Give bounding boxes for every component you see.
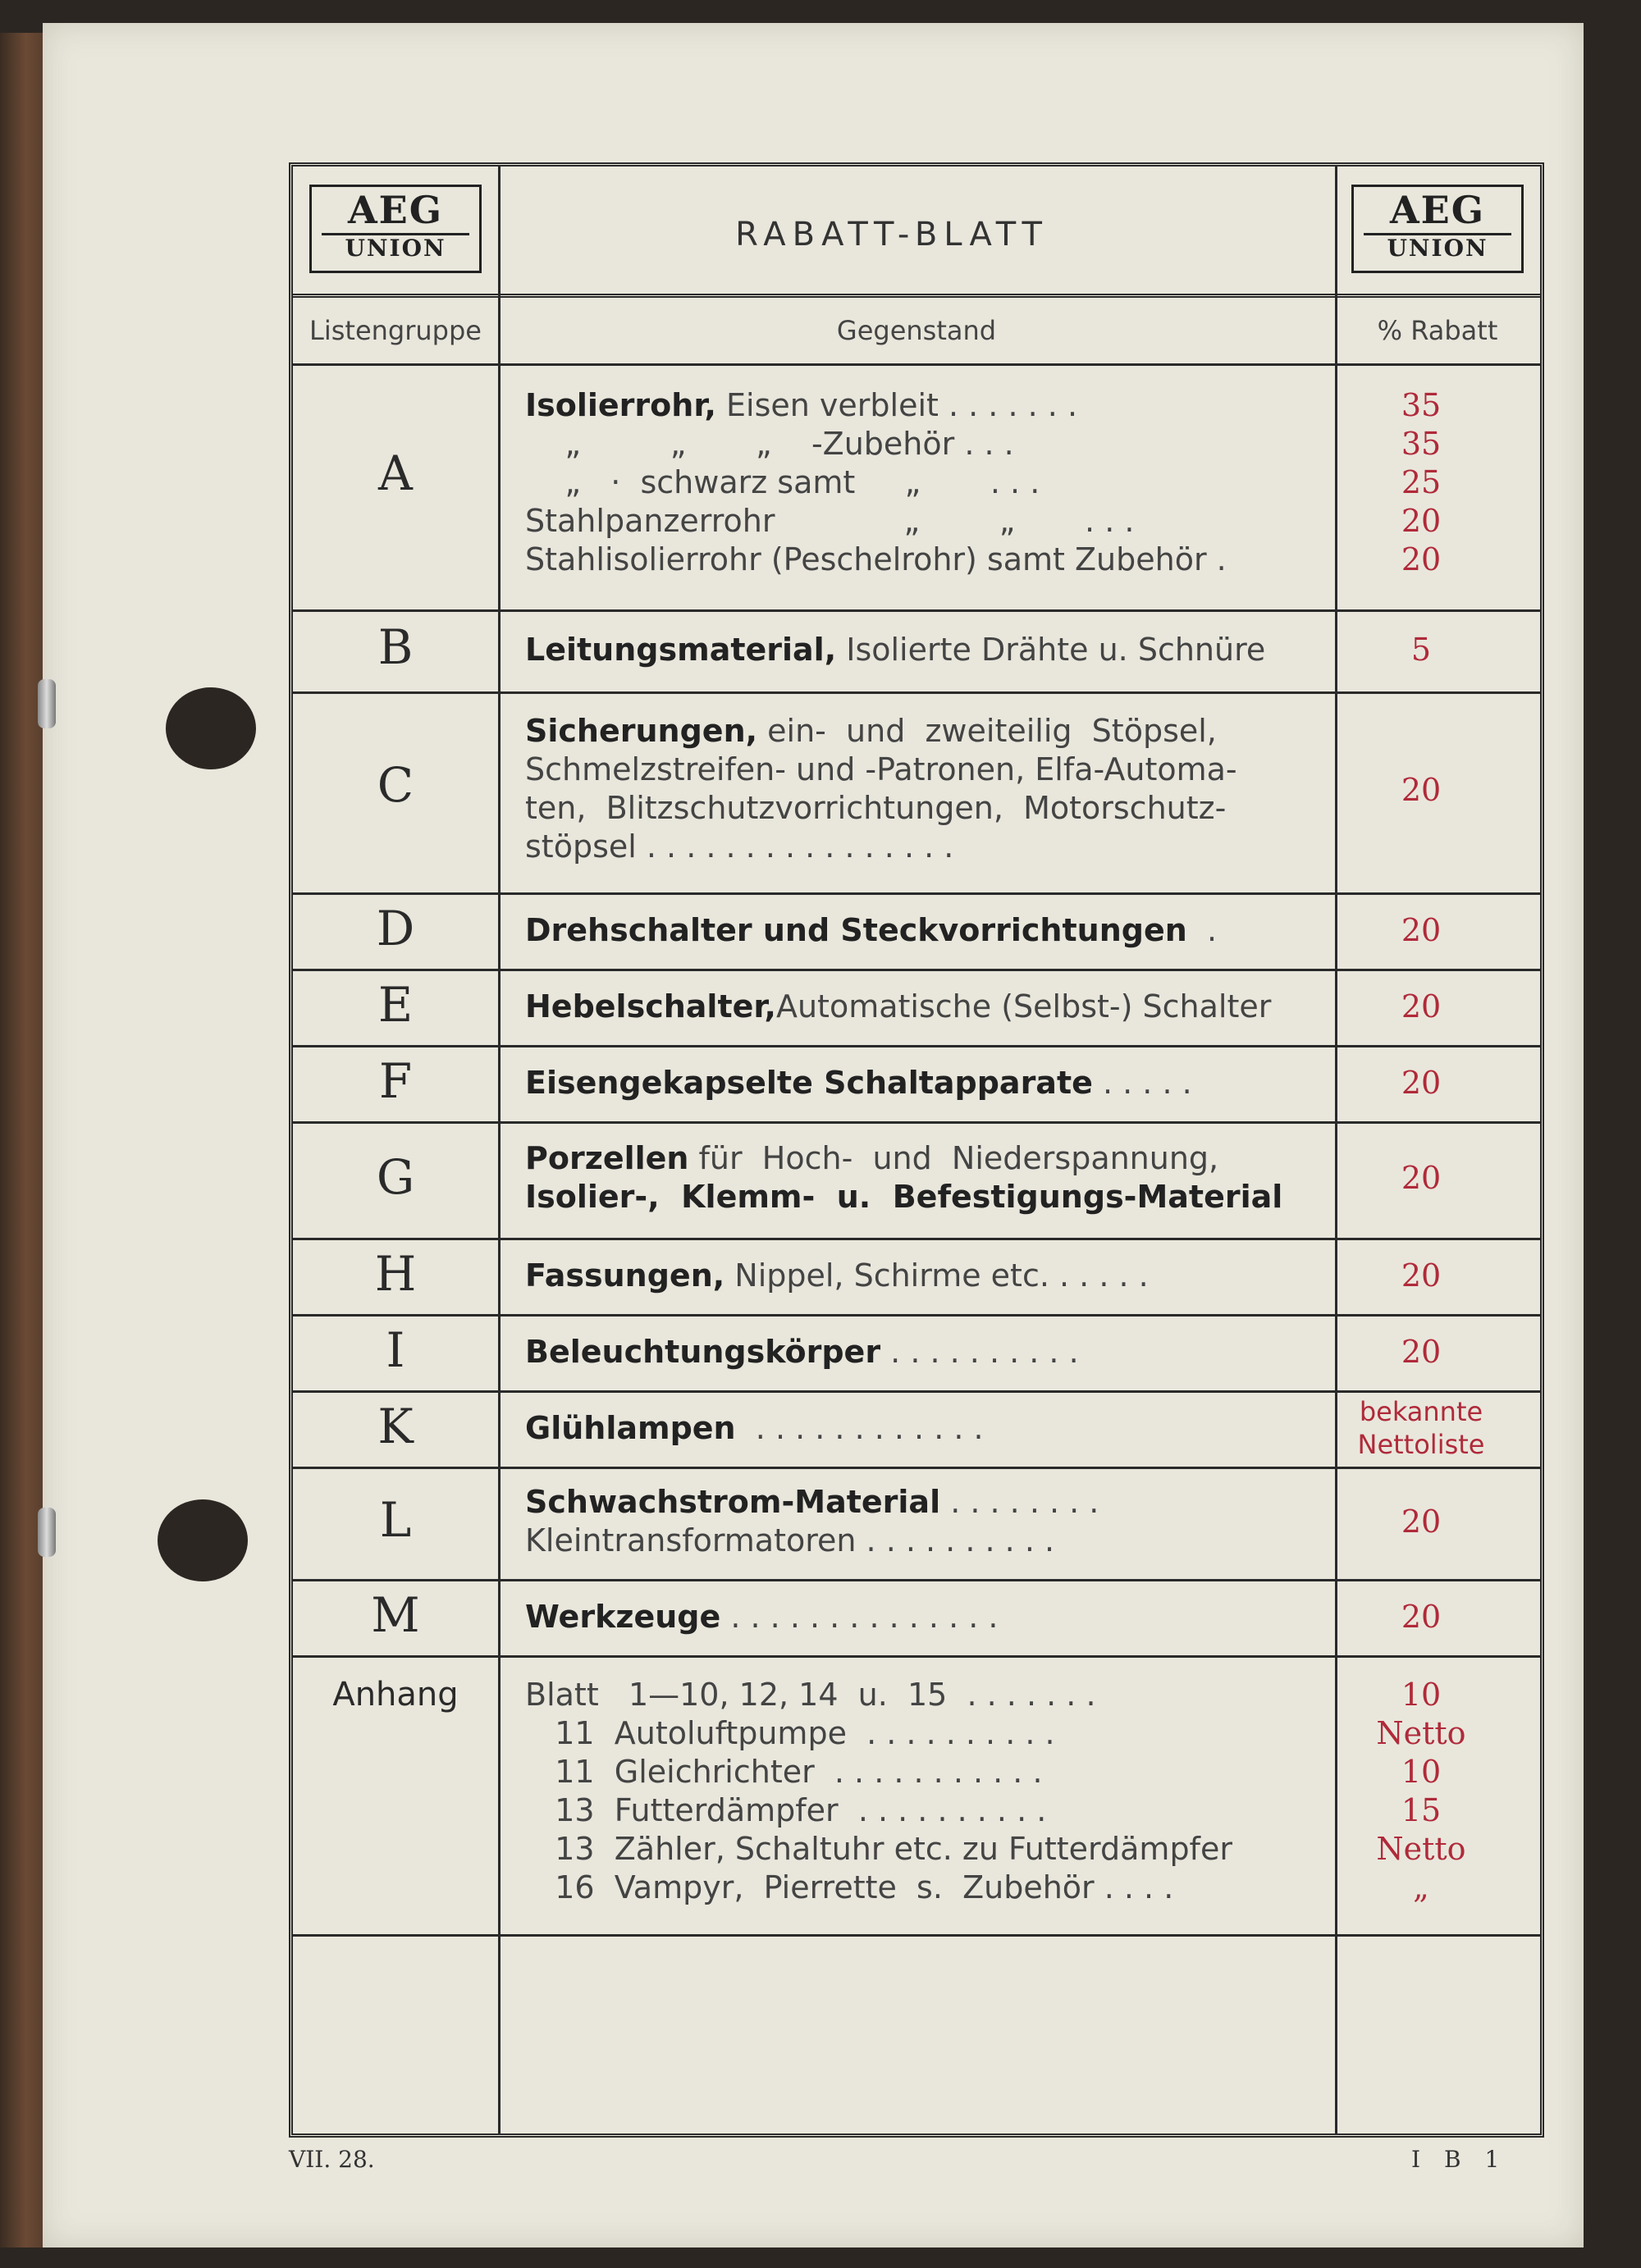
- item-description: Blatt 1—10, 12, 14 u. 15 . . . . . . .: [525, 1677, 1096, 1713]
- item-description: 13 Zähler, Schaltuhr etc. zu Futterdämpfer: [525, 1831, 1232, 1867]
- column-divider: [498, 167, 501, 2135]
- item-description: Beleuchtungskörper . . . . . . . . . .: [525, 1334, 1079, 1370]
- discount-value: 20: [1401, 1599, 1442, 1635]
- row-divider: [293, 1045, 1540, 1047]
- row-divider: [293, 1655, 1540, 1658]
- discount-value: 35: [1401, 426, 1442, 462]
- item-description: „ · schwarz samt „ . . .: [525, 464, 1040, 500]
- discount-value: Netto: [1376, 1831, 1466, 1867]
- aeg-logo-left: AEG UNION: [309, 185, 482, 273]
- row-divider: [293, 363, 1540, 366]
- item-description: Drehschalter und Steckvorrichtungen .: [525, 912, 1218, 948]
- discount-value: 20: [1401, 1504, 1442, 1540]
- item-description: 16 Vampyr, Pierrette s. Zubehör . . . .: [525, 1869, 1174, 1905]
- discount-value: 20: [1401, 1334, 1442, 1370]
- group-letter: E: [377, 977, 414, 1033]
- group-letter: K: [377, 1399, 414, 1454]
- document-page: [43, 23, 1584, 2247]
- discount-value: 25: [1401, 464, 1442, 500]
- item-description: Schwachstrom-Material . . . . . . . .: [525, 1484, 1099, 1520]
- item-description: Isolierrohr, Eisen verbleit . . . . . . .: [525, 387, 1078, 423]
- group-letter: G: [376, 1149, 415, 1205]
- row-divider: [293, 1467, 1540, 1469]
- discount-value: Netto: [1376, 1715, 1466, 1751]
- discount-value: 20: [1401, 1160, 1442, 1196]
- binder-ring: [38, 679, 56, 728]
- item-description: Kleintransformatoren . . . . . . . . . .: [525, 1522, 1055, 1558]
- discount-value: 10: [1401, 1677, 1442, 1713]
- item-description: Fassungen, Nippel, Schirme etc. . . . . .: [525, 1257, 1149, 1294]
- discount-table: [289, 162, 1544, 2138]
- item-description: Isolier-, Klemm- u. Befestigungs-Material: [525, 1179, 1283, 1215]
- aeg-logo-right: AEG UNION: [1351, 185, 1524, 273]
- item-description: Schmelzstreifen- und -Patronen, Elfa-Automa-: [525, 751, 1237, 787]
- item-description: „ „ „ -Zubehör . . .: [525, 426, 1014, 462]
- discount-value: 35: [1401, 387, 1442, 423]
- discount-value: Nettoliste: [1357, 1429, 1485, 1460]
- column-header-discount: % Rabatt: [1377, 315, 1498, 346]
- discount-value: 20: [1401, 541, 1442, 577]
- item-description: 11 Gleichrichter . . . . . . . . . . .: [525, 1754, 1043, 1790]
- item-description: Stahlpanzerrohr „ „ . . .: [525, 503, 1135, 539]
- row-divider: [293, 691, 1540, 694]
- discount-value: 20: [1401, 503, 1442, 539]
- table-header: [293, 167, 1540, 298]
- group-letter: M: [371, 1587, 420, 1643]
- row-divider: [293, 1934, 1540, 1937]
- discount-value: 20: [1401, 988, 1442, 1024]
- page-title: RABATT-BLATT: [735, 216, 1049, 253]
- item-description: ten, Blitzschutzvorrichtungen, Motorschutz-: [525, 790, 1227, 826]
- punch-hole: [166, 687, 256, 769]
- discount-value: 10: [1401, 1754, 1442, 1790]
- item-description: Leitungsmaterial, Isolierte Drähte u. Schnüre: [525, 632, 1266, 668]
- discount-value: 20: [1401, 772, 1442, 808]
- row-divider: [293, 1314, 1540, 1317]
- item-description: Porzellen für Hoch- und Niederspannung,: [525, 1140, 1219, 1176]
- group-letter: D: [376, 901, 415, 956]
- row-divider: [293, 969, 1540, 971]
- item-description: Hebelschalter,Automatische (Selbst-) Schalter: [525, 988, 1272, 1024]
- item-description: 13 Futterdämpfer . . . . . . . . . .: [525, 1792, 1047, 1828]
- column-header-group: Listengruppe: [309, 315, 482, 346]
- discount-value: bekannte: [1359, 1396, 1483, 1427]
- group-letter: I: [386, 1322, 405, 1378]
- group-letter: Anhang: [332, 1676, 459, 1714]
- punch-hole: [158, 1499, 248, 1581]
- row-divider: [293, 892, 1540, 895]
- item-description: Sicherungen, ein- und zweiteilig Stöpsel,: [525, 713, 1217, 749]
- item-description: Glühlampen . . . . . . . . . . . .: [525, 1410, 984, 1446]
- item-description: Eisengekapselte Schaltapparate . . . . .: [525, 1065, 1192, 1101]
- row-divider: [293, 1121, 1540, 1124]
- group-letter: C: [377, 757, 414, 813]
- row-divider: [293, 1579, 1540, 1581]
- footer-code: I B 1: [1411, 2146, 1508, 2173]
- discount-value: 20: [1401, 1257, 1442, 1294]
- discount-value: 5: [1410, 632, 1432, 668]
- group-letter: B: [377, 619, 414, 675]
- row-divider: [293, 609, 1540, 612]
- column-header-item: Gegenstand: [836, 315, 997, 346]
- discount-value: 15: [1401, 1792, 1442, 1828]
- group-letter: H: [374, 1246, 417, 1302]
- item-description: stöpsel . . . . . . . . . . . . . . . .: [525, 828, 954, 865]
- item-description: 11 Autoluftpumpe . . . . . . . . . .: [525, 1715, 1055, 1751]
- binder-ring: [38, 1508, 56, 1557]
- group-letter: F: [378, 1053, 413, 1109]
- group-letter: L: [379, 1492, 412, 1548]
- footer-date: VII. 28.: [289, 2146, 375, 2173]
- group-letter: A: [378, 445, 413, 501]
- discount-value: 20: [1401, 912, 1442, 948]
- discount-value: „: [1413, 1869, 1429, 1905]
- item-description: Werkzeuge . . . . . . . . . . . . . .: [525, 1599, 999, 1635]
- discount-value: 20: [1401, 1065, 1442, 1101]
- row-divider: [293, 1390, 1540, 1393]
- item-description: Stahlisolierrohr (Peschelrohr) samt Zubehör .: [525, 541, 1227, 577]
- row-divider: [293, 1238, 1540, 1240]
